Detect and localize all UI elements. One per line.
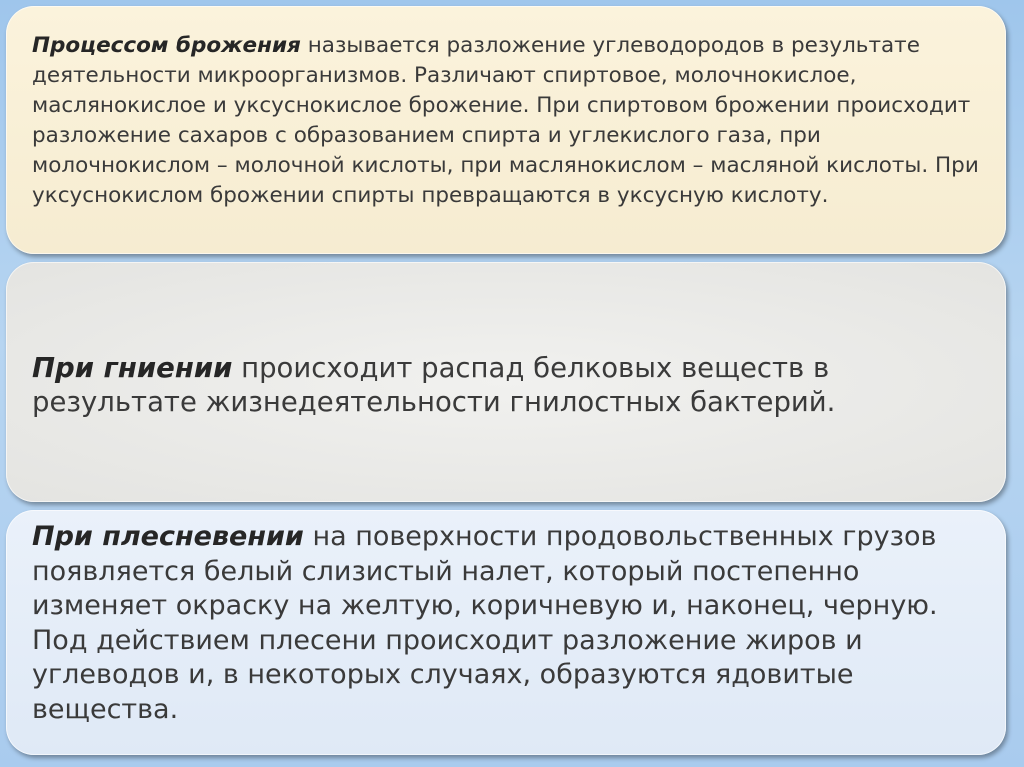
- putrefaction-text: происходит распад белковых веществ в результате жизнедеятельности гнилостных бактерий.: [32, 352, 836, 418]
- putrefaction-term: При гниении: [32, 352, 233, 384]
- mold-term: При плесневении: [32, 521, 304, 552]
- mold-text: на поверхности продовольственных грузов появляется белый слизистый налет, который постепенно изменяет окраску на желтую, коричневую и, наконец, черную. Под действием плесени происходит разложение жиров и углеводов и, в некоторых случаях, образуются ядовитые вещества.: [32, 521, 938, 725]
- fermentation-panel: [6, 6, 1006, 254]
- fermentation-term: Процессом брожения: [32, 33, 301, 58]
- putrefaction-panel: [6, 262, 1006, 502]
- fermentation-text: называется разложение углеводородов в результате деятельности микроорганизмов. Различают спиртовое, молочнокислое, маслянокислое и уксуснокислое брожение. При спиртовом брожении происходит разложение сахаров с образованием спирта и углекислого газа, при молочнокислом – молочной кислоты, при маслянокислом – масляной кислоты. При уксуснокислом брожении спирты превращаются в уксусную кислоту.: [32, 33, 979, 208]
- mold-paragraph: [32, 520, 986, 727]
- putrefaction-paragraph: [32, 345, 986, 419]
- fermentation-paragraph: [32, 31, 984, 211]
- mold-panel: [6, 510, 1006, 755]
